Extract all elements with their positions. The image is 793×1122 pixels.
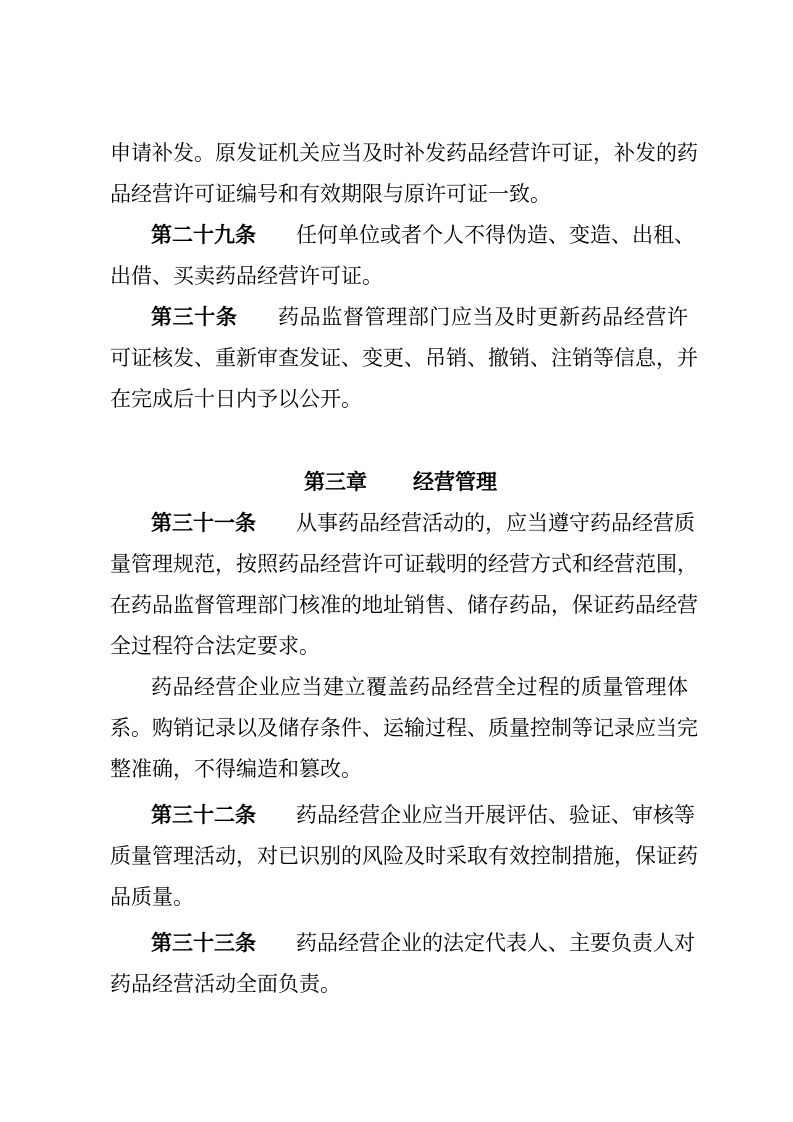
paragraph-line: 整准确，不得编造和篡改。 (110, 757, 362, 781)
paragraph-line: 品质量。 (110, 885, 194, 909)
article-30-title: 第三十条 (151, 305, 238, 329)
chapter-title: 经营管理 (413, 470, 497, 494)
paragraph-line: 可证核发、重新审查发证、变更、吊销、撤销、注销等信息，并 (110, 346, 698, 370)
chapter-heading (304, 467, 497, 497)
paragraph-line: 量管理规范，按照药品经营许可证载明的经营方式和经营范围， (110, 552, 698, 576)
paragraph-line: 药品经营企业应当建立覆盖药品经营全过程的质量管理体 (151, 675, 688, 699)
article-33-title: 第三十三条 (151, 931, 256, 955)
chapter-number: 第三章 (304, 470, 367, 494)
paragraph-line: 申请补发。原发证机关应当及时补发药品经营许可证，补发的药 (110, 141, 698, 165)
article-31-title: 第三十一条 (151, 511, 256, 535)
paragraph-line: 系。购销记录以及储存条件、运输过程、质量控制等记录应当完 (110, 716, 698, 740)
paragraph-line: 在药品监督管理部门核准的地址销售、储存药品，保证药品经营 (110, 593, 698, 617)
article-32-line: 第三十二条 药品经营企业应当开展评估、验证、审核等 (151, 803, 695, 827)
paragraph-line: 全过程符合法定要求。 (110, 634, 320, 658)
article-29-title: 第二十九条 (151, 223, 256, 247)
paragraph-line: 品经营许可证编号和有效期限与原许可证一致。 (110, 182, 551, 206)
paragraph-line: 药品经营活动全面负责。 (110, 972, 341, 996)
article-32-title: 第三十二条 (151, 803, 256, 827)
article-29-line: 第二十九条 任何单位或者个人不得伪造、变造、出租、 (151, 223, 695, 247)
paragraph-line: 在完成后十日内予以公开。 (110, 387, 362, 411)
article-31-line: 第三十一条 从事药品经营活动的，应当遵守药品经营质 (151, 511, 695, 535)
article-30-line: 第三十条 药品监督管理部门应当及时更新药品经营许 (151, 305, 689, 329)
paragraph-line: 质量管理活动，对已识别的风险及时采取有效控制措施，保证药 (110, 844, 698, 868)
article-33-line: 第三十三条 药品经营企业的法定代表人、主要负责人对 (151, 931, 695, 955)
paragraph-line: 出借、买卖药品经营许可证。 (110, 264, 383, 288)
